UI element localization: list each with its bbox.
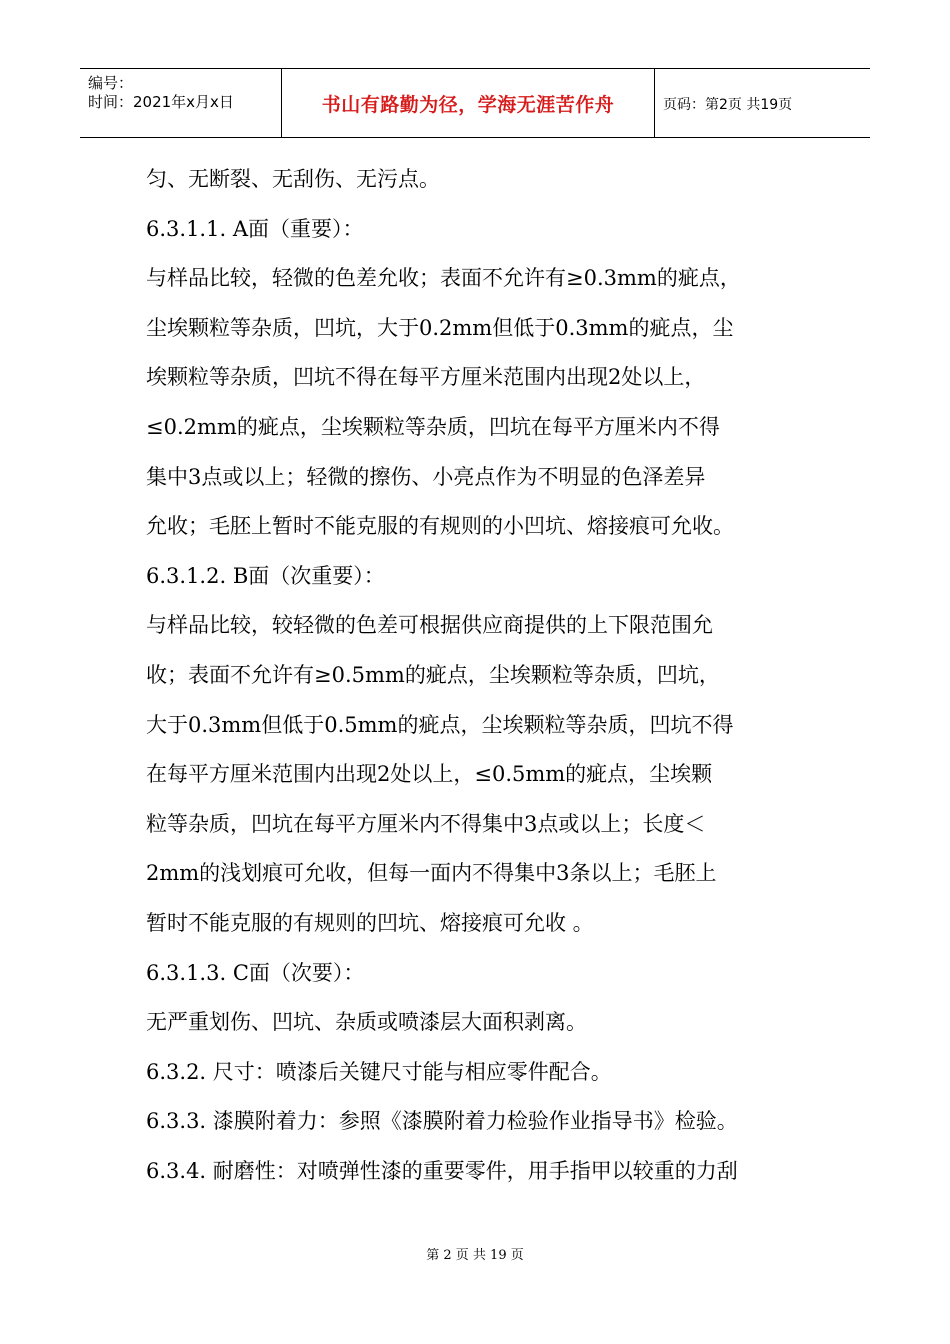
body-text <box>146 163 826 1204</box>
text-line: 无严重划伤、凹坑、杂质或喷漆层大面积剥离。 <box>146 1010 587 1035</box>
text-line: 与样品比较，较轻微的色差可根据供应商提供的上下限范围允 <box>146 613 713 638</box>
header-info-cell <box>80 69 282 137</box>
section-heading: 6.3.3. 漆膜附着力：参照《漆膜附着力检验作业指导书》检验。 <box>146 1109 738 1134</box>
header-motto-cell <box>282 69 655 137</box>
text-line: 集中3点或以上；轻微的擦伤、小亮点作为不明显的色泽差异 <box>146 464 706 489</box>
text-line: 2mm的浅划痕可允收，但每一面内不得集中3条以上；毛胚上 <box>146 861 717 886</box>
text-line: 大于0.3mm但低于0.5mm的疵点，尘埃颗粒等杂质，凹坑不得 <box>146 712 734 737</box>
text-line: 允收；毛胚上暂时不能克服的有规则的小凹坑、熔接痕可允收。 <box>146 514 734 539</box>
text-line: 粒等杂质，凹坑在每平方厘米内不得集中3点或以上；长度＜ <box>146 811 706 836</box>
page-footer: 第 2 页 共 19 页 <box>426 1248 524 1263</box>
header-motto: 书山有路勤为径，学海无涯苦作舟 <box>321 94 615 116</box>
section-heading: 6.3.4. 耐磨性：对喷弹性漆的重要零件，用手指甲以较重的力刮 <box>146 1158 738 1183</box>
header-page-cell <box>655 69 870 137</box>
text-line: 埃颗粒等杂质，凹坑不得在每平方厘米范围内出现2处以上， <box>146 365 706 390</box>
text-line: 与样品比较，轻微的色差允收；表面不允许有≥0.3mm的疵点， <box>146 266 741 291</box>
document-time-label: 时间：2021年x月x日 <box>88 93 234 111</box>
section-heading: 6.3.1.2. B面（次重要）： <box>146 563 385 588</box>
section-heading: 6.3.2. 尺寸：喷漆后关键尺寸能与相应零件配合。 <box>146 1059 612 1084</box>
section-heading: 6.3.1.1. A面（重要）： <box>146 216 364 241</box>
text-line: 暂时不能克服的有规则的凹坑、熔接痕可允收 。 <box>146 910 594 935</box>
text-line: 尘埃颗粒等杂质，凹坑，大于0.2mm但低于0.3mm的疵点，尘 <box>146 315 734 340</box>
document-number-label: 编号： <box>88 74 134 92</box>
header-page-label: 页码：第2页 共19页 <box>663 97 793 113</box>
section-heading: 6.3.1.3. C面（次要）： <box>146 960 365 985</box>
text-line: 匀、无断裂、无刮伤、无污点。 <box>146 167 440 191</box>
header-table <box>80 68 870 138</box>
text-line: 收；表面不允许有≥0.5mm的疵点，尘埃颗粒等杂质，凹坑， <box>146 662 720 687</box>
text-line: 在每平方厘米范围内出现2处以上，≤0.5mm的疵点，尘埃颗 <box>146 762 713 787</box>
text-line: ≤0.2mm的疵点，尘埃颗粒等杂质，凹坑在每平方厘米内不得 <box>146 414 720 439</box>
